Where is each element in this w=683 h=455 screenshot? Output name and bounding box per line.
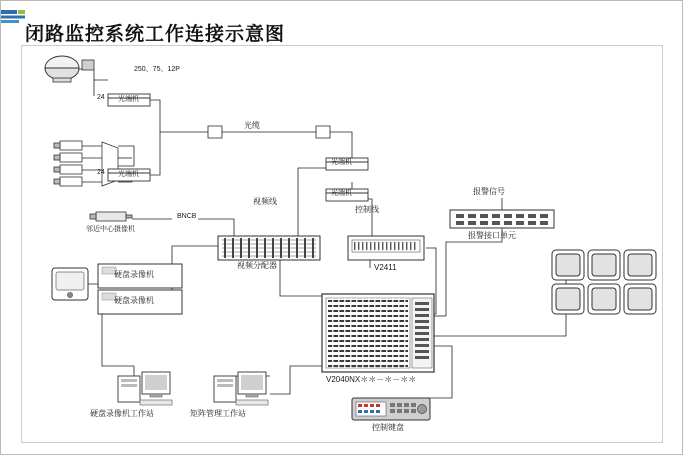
dvr-workstation-icon xyxy=(118,372,172,405)
label-dvr-workstation: 硬盘录像机工作站 xyxy=(90,409,154,418)
joystick-panel-icon xyxy=(52,268,88,300)
company-logo xyxy=(1,9,35,25)
matrix-switcher-icon xyxy=(322,294,434,372)
label-control-line: 控制线 xyxy=(355,205,379,214)
label-fiber-tx-top-24: 24 xyxy=(97,94,105,101)
label-optical-transceiver-right-top: 光端机 xyxy=(331,159,352,166)
label-dvr-1: 硬盘录像机 xyxy=(114,270,154,279)
label-alarm-interface-unit: 报警接口单元 xyxy=(468,231,516,240)
label-matrix-management-workstation: 矩阵管理工作站 xyxy=(190,409,246,418)
box-camera-icon xyxy=(90,212,132,221)
label-fiber-tx-bottom-24: 24 xyxy=(97,169,105,176)
label-cable-250-75-12p: 250、75、12P xyxy=(134,66,180,73)
label-alarm-signal: 报警信号 xyxy=(473,187,505,196)
diagram-canvas xyxy=(21,45,663,443)
label-v2411: V2411 xyxy=(374,263,397,272)
label-dvr-2: 硬盘录像机 xyxy=(114,296,154,305)
label-matrix-model: V2040NX＊＊－＊－＊＊ xyxy=(326,375,417,384)
monitor-wall-icon xyxy=(552,250,656,314)
label-bncb: BNCB xyxy=(177,213,197,220)
alarm-interface-unit-icon xyxy=(450,210,554,228)
video-distributor-icon xyxy=(218,236,320,260)
control-keyboard-icon xyxy=(352,398,430,420)
label-video-line: 视频线 xyxy=(253,197,277,206)
dome-camera-icon xyxy=(45,56,94,82)
label-fiber-optic-cable: 光缆 xyxy=(244,121,260,130)
label-near-center-camera: 邻近中心摄像机 xyxy=(86,226,135,233)
label-optical-transceiver-bottom: 光端机 xyxy=(118,171,139,178)
label-video-distributor: 视频分配器 xyxy=(237,261,277,270)
label-control-keyboard: 控制键盘 xyxy=(372,423,404,432)
v2411-unit-icon xyxy=(348,236,424,260)
label-optical-transceiver-right-bottom: 光端机 xyxy=(331,190,352,197)
label-optical-transceiver-top: 光端机 xyxy=(118,96,139,103)
page-title: 闭路监控系统工作连接示意图 xyxy=(25,24,286,45)
matrix-workstation-icon xyxy=(214,372,268,405)
